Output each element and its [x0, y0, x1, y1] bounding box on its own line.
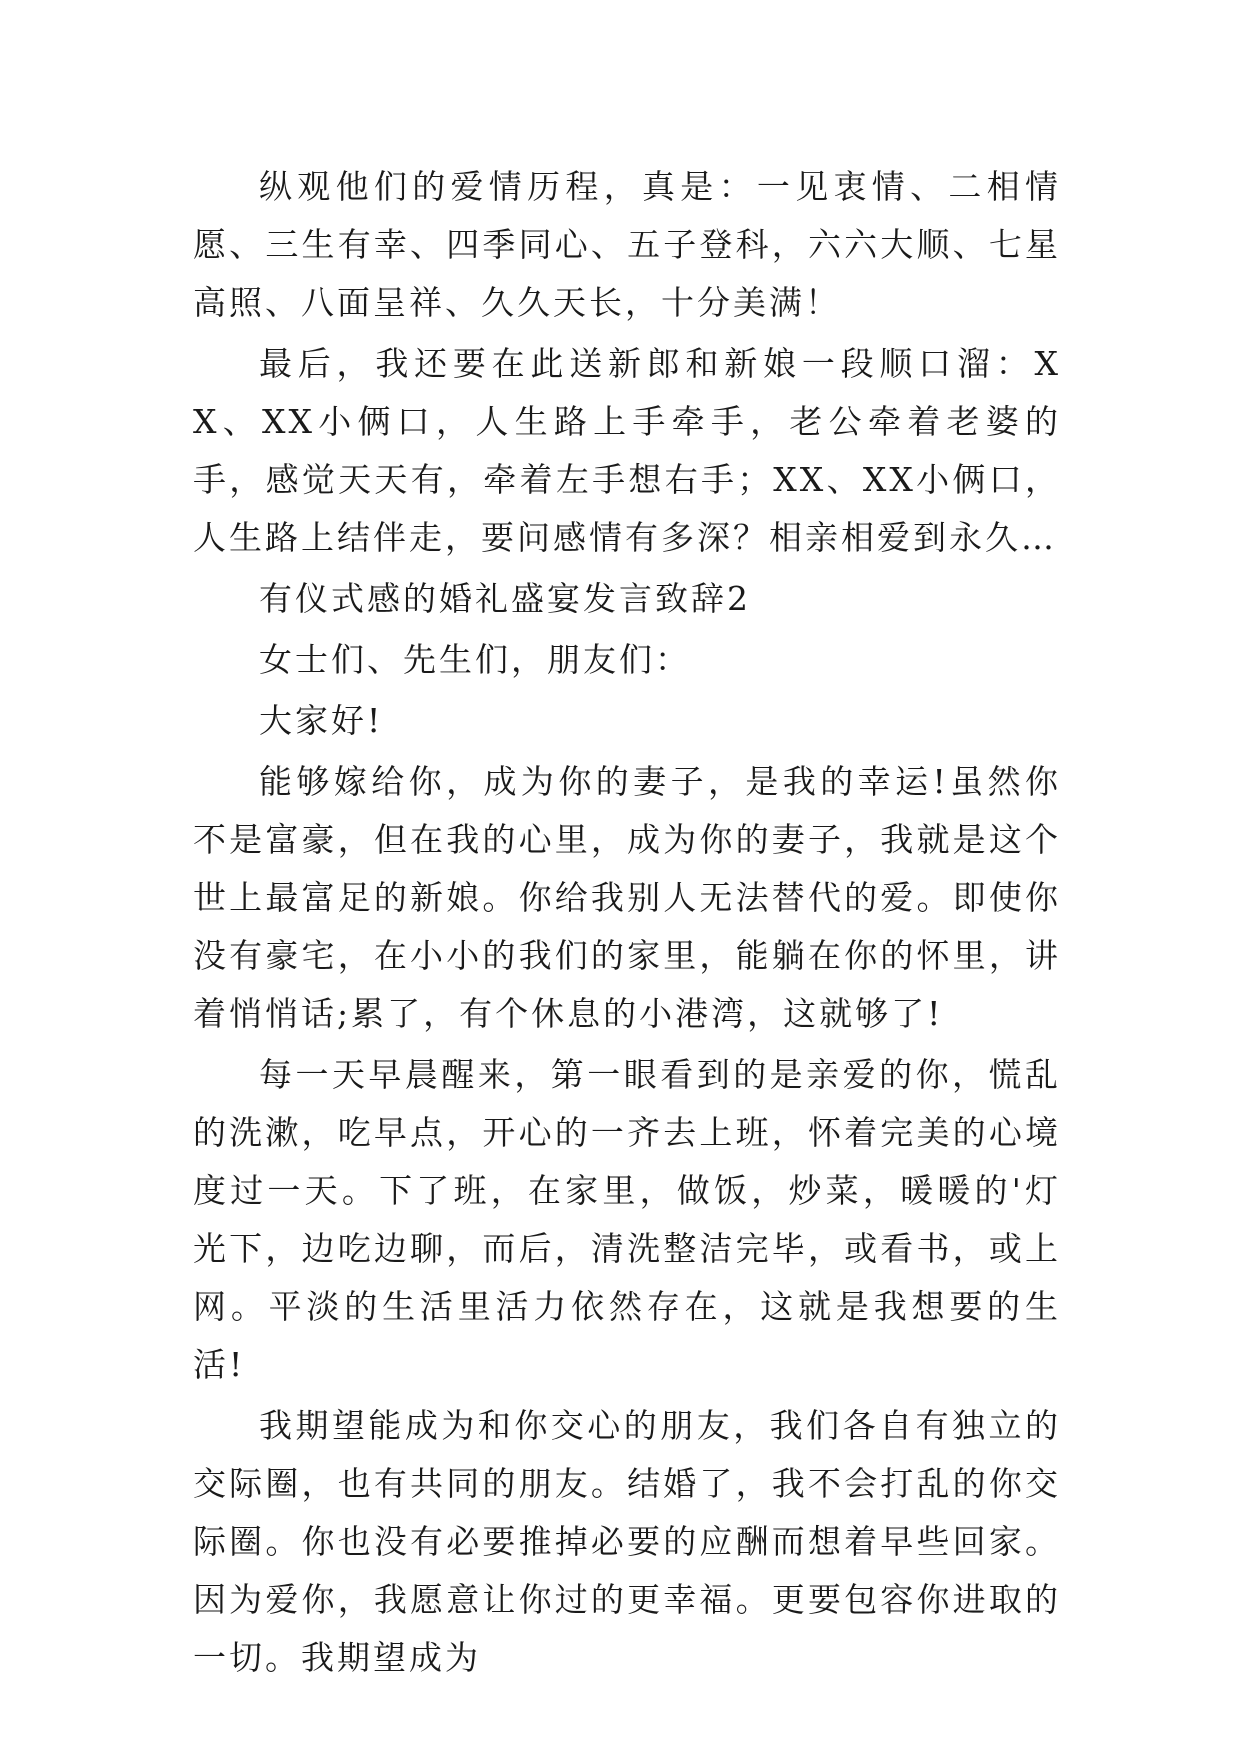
paragraph-greeting: 大家好!: [259, 701, 384, 740]
paragraph-rhyme: 最后，我还要在此送新郎和新娘一段顺口溜：XX、XX小俩口，人生路上手牵手，老公牵着老婆的手，感觉天天有，牵着左手想右手；XX、XX小俩口，人生路上结伴走，要问感情有多深？相亲相爱到永久…: [193, 344, 1061, 557]
section-heading: 有仪式感的婚礼盛宴发言致辞2: [259, 579, 751, 618]
paragraph-friendship: 我期望能成为和你交心的朋友，我们各自有独立的交际圈，也有共同的朋友。结婚了，我不会打乱的你交际圈。你也没有必要推掉必要的应酬而想着早些回家。因为爱你，我愿意让你过的更幸福。更要包容你进取的一切。我期望成为: [193, 1406, 1061, 1677]
paragraph-salutation: 女士们、先生们，朋友们：: [259, 640, 691, 679]
paragraph-daily-life: 每一天早晨醒来，第一眼看到的是亲爱的你，慌乱的洗漱，吃早点，开心的一齐去上班，怀着完美的心境度过一天。下了班，在家里，做饭，炒菜，暖暖的'灯光下，边吃边聊，而后，清洗整洁完毕，或看书，或上网。平淡的生活里活力依然存在，这就是我想要的生活!: [193, 1055, 1061, 1384]
paragraph-summary: 纵观他们的爱情历程，真是：一见衷情、二相情愿、三生有幸、四季同心、五子登科，六六大顺、七星高照、八面呈祥、久久天长，十分美满！: [193, 167, 1061, 322]
paragraph-marriage: 能够嫁给你，成为你的妻子，是我的幸运!虽然你不是富豪，但在我的心里，成为你的妻子，我就是这个世上最富足的新娘。你给我别人无法替代的爱。即使你没有豪宅，在小小的我们的家里，能躺在你的怀里，讲着悄悄话;累了，有个休息的小港湾，这就够了!: [193, 762, 1061, 1033]
document-body: [193, 158, 1061, 1687]
